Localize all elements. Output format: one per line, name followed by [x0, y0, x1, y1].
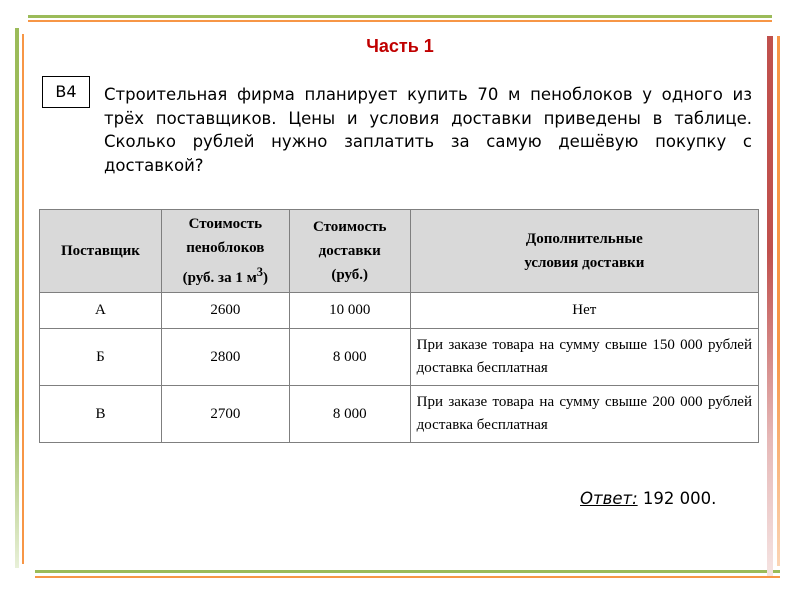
table-row — [40, 293, 759, 329]
cell-delivery-cost: 8 000 — [289, 329, 410, 386]
problem-statement — [104, 83, 752, 177]
header-supplier — [40, 210, 162, 293]
header-delivery-cost-line1: Стоимость — [312, 219, 387, 235]
cell-conditions: Нет — [410, 293, 758, 329]
cell-block-cost: 2600 — [161, 293, 289, 329]
table-row — [40, 329, 759, 386]
frame-bottom-orange-bar — [35, 576, 780, 578]
frame-top-green-bar — [28, 15, 772, 18]
table-row — [40, 386, 759, 443]
suppliers-table — [39, 209, 759, 443]
answer-value: 192 000. — [637, 489, 717, 508]
cell-delivery-cost: 8 000 — [289, 386, 410, 443]
header-conditions-line1: Дополнительные — [525, 231, 643, 247]
frame-bottom-green-bar — [35, 570, 780, 573]
cell-supplier: Б — [40, 329, 162, 386]
frame-left-orange-bar — [22, 34, 24, 564]
cell-conditions: При заказе товара на сумму свыше 200 000 рублей доставка бесплатная — [410, 386, 758, 443]
cell-supplier: А — [40, 293, 162, 329]
cell-block-cost: 2800 — [161, 329, 289, 386]
table-header-row — [40, 210, 759, 293]
frame-right-orange-bar — [777, 36, 780, 566]
frame-left-green-bar — [15, 28, 19, 568]
header-delivery-cost — [289, 210, 410, 293]
frame-right-brown-bar — [767, 36, 773, 576]
header-delivery-cost-line2: доставки — [318, 243, 381, 259]
cell-conditions: При заказе товара на сумму свыше 150 000 рублей доставка бесплатная — [410, 329, 758, 386]
answer-label: Ответ: — [580, 489, 638, 508]
cell-supplier: В — [40, 386, 162, 443]
problem-text: Строительная фирма планирует купить 70 м пеноблоков у одного из трёх поставщиков. Цены и условия доставки приведены в таблице. Сколько рублей нужно заплатить за самую дешёвую покупку с доставкой? — [104, 85, 752, 175]
cell-block-cost: 2700 — [161, 386, 289, 443]
header-supplier-label: Поставщик — [60, 243, 140, 259]
header-block-cost — [161, 210, 289, 293]
answer — [580, 489, 716, 508]
header-block-cost-sup: 3 — [256, 265, 264, 279]
slide-title: Часть 1 — [366, 36, 434, 56]
header-block-cost-line3: (руб. за 1 м — [182, 270, 257, 286]
header-conditions-line2: условия доставки — [524, 255, 645, 271]
cell-delivery-cost: 10 000 — [289, 293, 410, 329]
header-block-cost-close: ) — [263, 270, 269, 286]
header-delivery-cost-line3: (руб.) — [331, 267, 369, 283]
task-badge: B4 — [42, 76, 90, 108]
header-block-cost-line1: Стоимость — [188, 216, 263, 232]
header-conditions — [410, 210, 758, 293]
header-block-cost-line2: пеноблоков — [186, 240, 265, 256]
frame-top-orange-bar — [28, 20, 772, 22]
